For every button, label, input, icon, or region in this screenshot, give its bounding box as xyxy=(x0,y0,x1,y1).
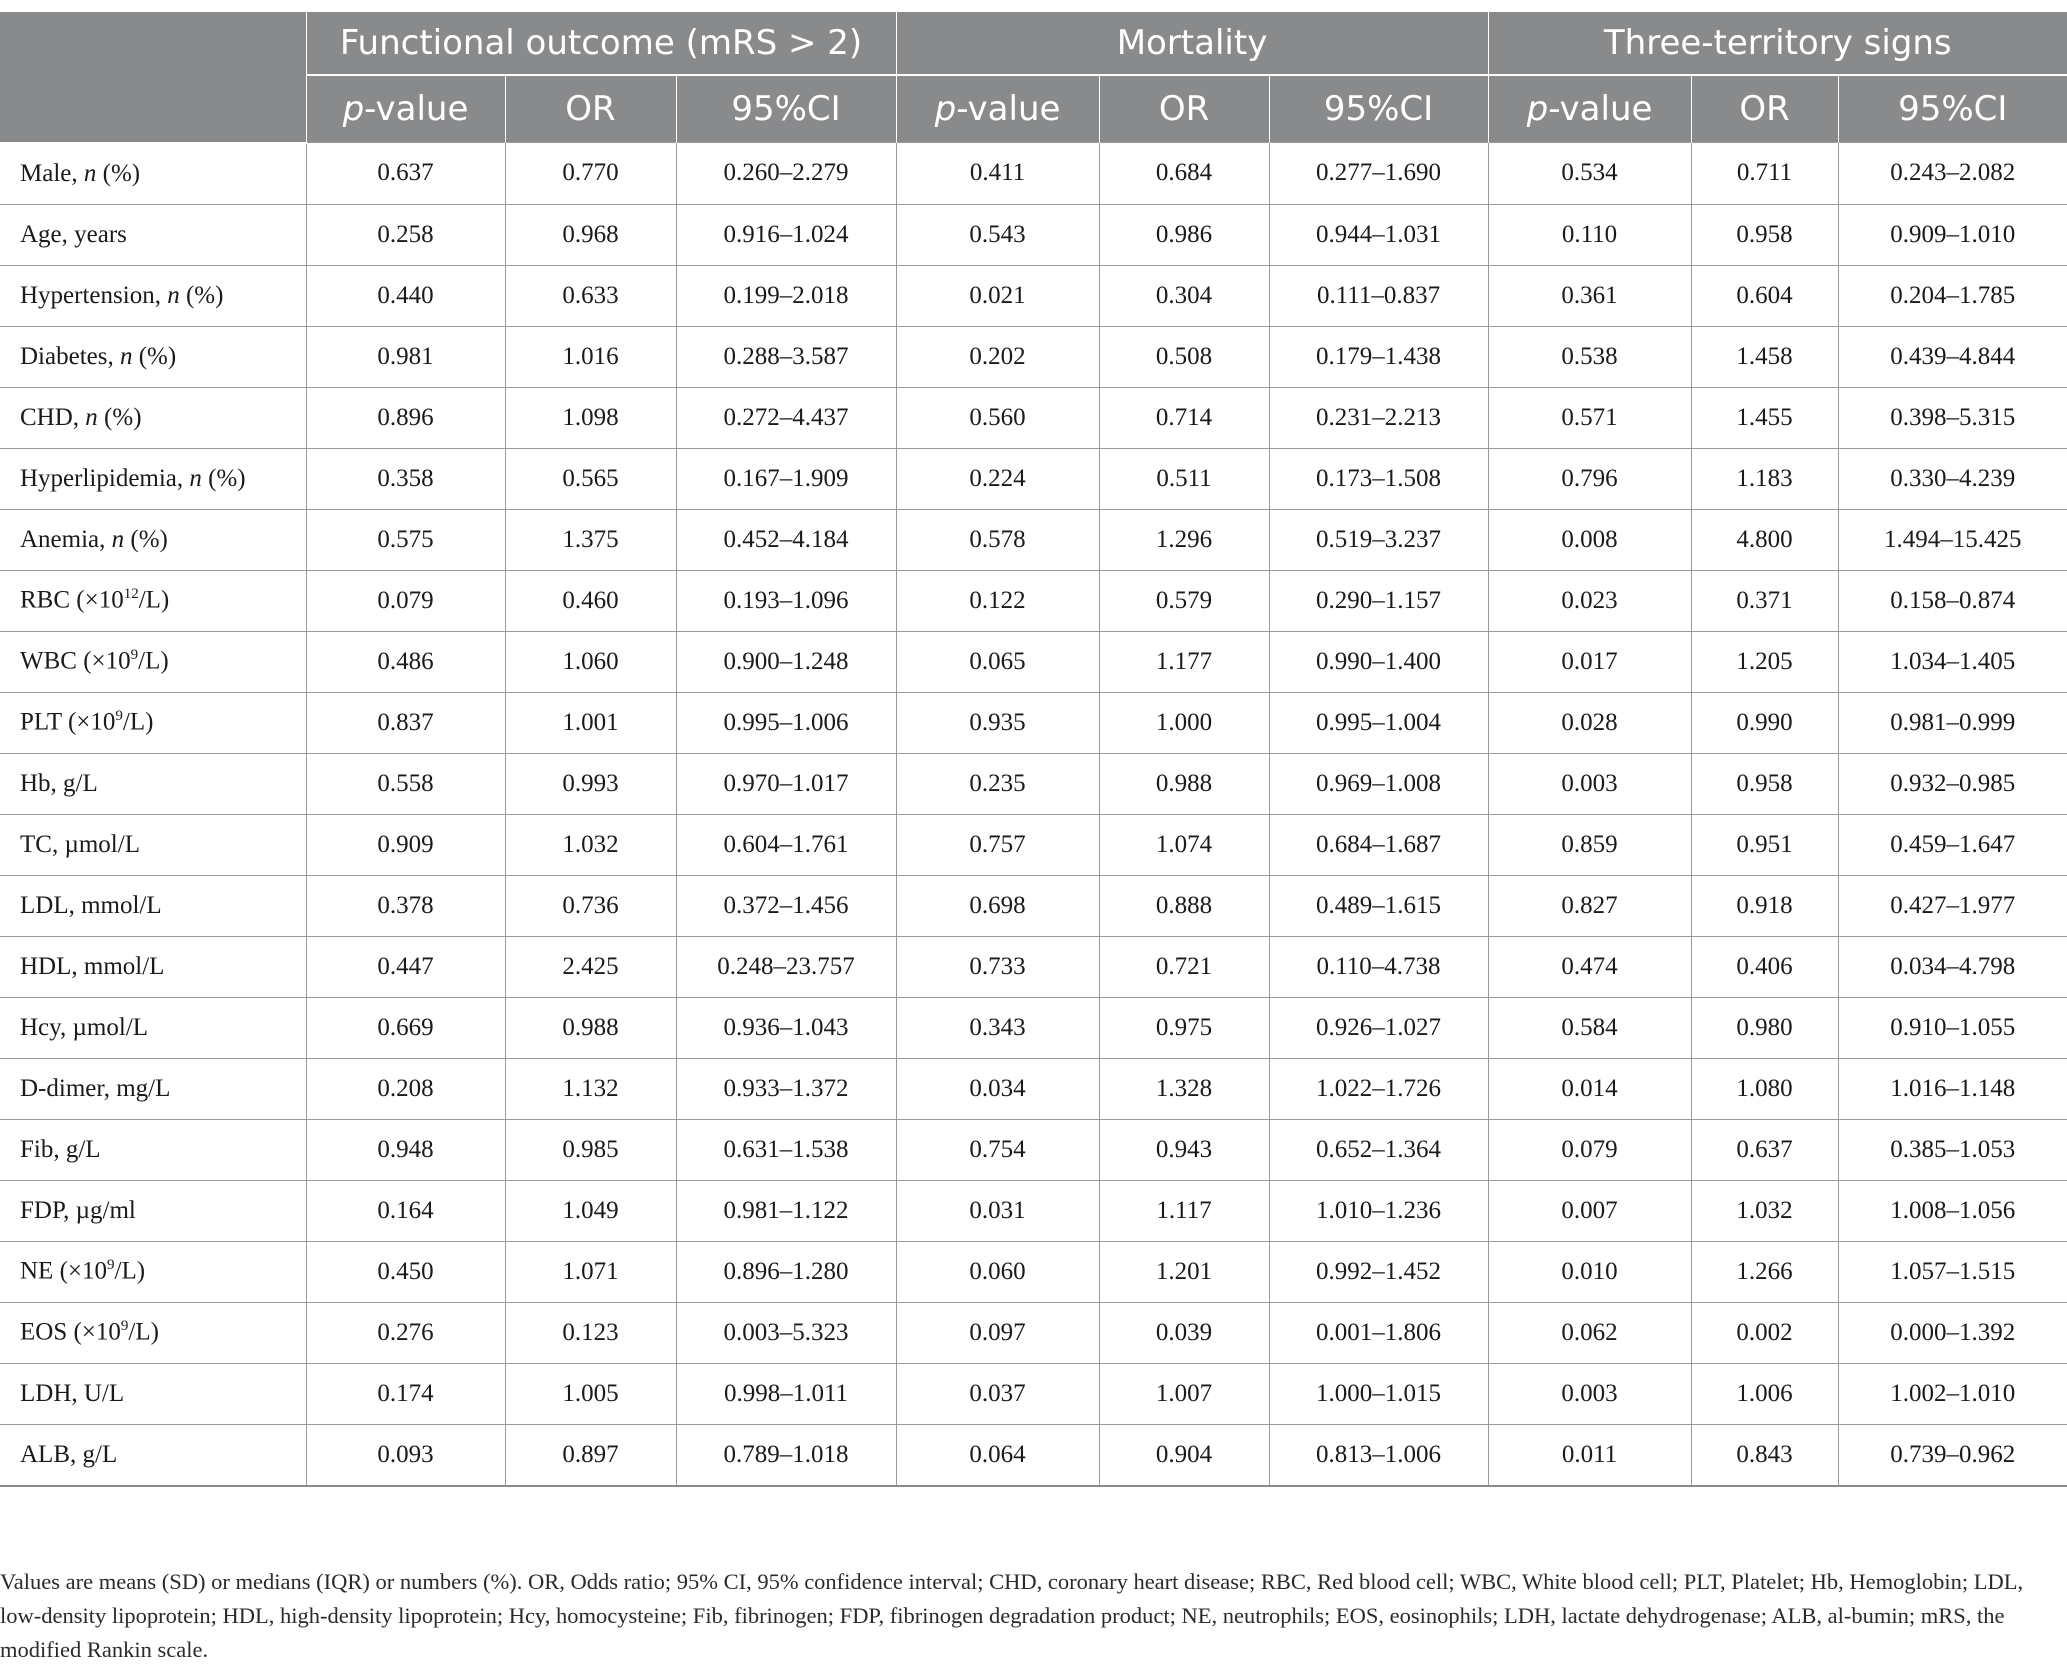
table-cell: 0.926–1.027 xyxy=(1269,997,1488,1058)
table-cell: 1.494–15.425 xyxy=(1838,509,2067,570)
table-cell: 0.575 xyxy=(306,509,505,570)
table-cell: 0.411 xyxy=(896,143,1099,205)
table-cell: 0.843 xyxy=(1691,1424,1838,1486)
table-cell: 0.398–5.315 xyxy=(1838,387,2067,448)
table-cell: 0.164 xyxy=(306,1180,505,1241)
table-row xyxy=(0,936,2067,997)
table-row xyxy=(0,753,2067,814)
header-three-territory-or: OR xyxy=(1691,75,1838,143)
table-row xyxy=(0,1241,2067,1302)
table-cell: 0.062 xyxy=(1488,1302,1691,1363)
table-cell: 0.276 xyxy=(306,1302,505,1363)
table-cell: 0.174 xyxy=(306,1363,505,1424)
table-row xyxy=(0,997,2067,1058)
table-cell: 1.375 xyxy=(505,509,676,570)
row-label: RBC $(\times 10^{12}/L)$ xyxy=(0,570,306,631)
table-row xyxy=(0,1363,2067,1424)
table-cell: 0.935 xyxy=(896,692,1099,753)
table-cell: 1.098 xyxy=(505,387,676,448)
table-row xyxy=(0,570,2067,631)
table-cell: 0.064 xyxy=(896,1424,1099,1486)
row-label: LDH, U/L xyxy=(0,1363,306,1424)
table-cell: 1.001 xyxy=(505,692,676,753)
header-group-row xyxy=(0,12,2067,75)
table-cell: 1.008–1.056 xyxy=(1838,1180,2067,1241)
table-cell: 0.486 xyxy=(306,631,505,692)
table-row xyxy=(0,1180,2067,1241)
results-table xyxy=(0,12,2067,1487)
table-cell: 0.543 xyxy=(896,204,1099,265)
table-cell: 0.714 xyxy=(1099,387,1269,448)
table-cell: 1.132 xyxy=(505,1058,676,1119)
table-cell: 0.944–1.031 xyxy=(1269,204,1488,265)
table-cell: 0.288–3.587 xyxy=(676,326,896,387)
table-cell: 1.458 xyxy=(1691,326,1838,387)
table-cell: 1.032 xyxy=(505,814,676,875)
table-cell: 0.837 xyxy=(306,692,505,753)
table-cell: 1.266 xyxy=(1691,1241,1838,1302)
header-mortality-or: OR xyxy=(1099,75,1269,143)
table-cell: 0.330–4.239 xyxy=(1838,448,2067,509)
table-cell: 0.951 xyxy=(1691,814,1838,875)
table-cell: 0.023 xyxy=(1488,570,1691,631)
table-cell: 0.958 xyxy=(1691,753,1838,814)
row-label: CHD, n (%) xyxy=(0,387,306,448)
table-cell: 0.065 xyxy=(896,631,1099,692)
table-cell: 0.258 xyxy=(306,204,505,265)
table-cell: 0.358 xyxy=(306,448,505,509)
table-row xyxy=(0,1302,2067,1363)
table-row xyxy=(0,509,2067,570)
table-cell: 0.736 xyxy=(505,875,676,936)
table-cell: 0.571 xyxy=(1488,387,1691,448)
table-cell: 0.011 xyxy=(1488,1424,1691,1486)
table-cell: 0.193–1.096 xyxy=(676,570,896,631)
table-cell: 0.981–1.122 xyxy=(676,1180,896,1241)
table-cell: 0.447 xyxy=(306,936,505,997)
table-cell: 0.231–2.213 xyxy=(1269,387,1488,448)
table-cell: 0.968 xyxy=(505,204,676,265)
table-cell: 0.079 xyxy=(306,570,505,631)
table-cell: 1.117 xyxy=(1099,1180,1269,1241)
table-cell: 0.988 xyxy=(1099,753,1269,814)
table-row xyxy=(0,326,2067,387)
table-cell: 0.439–4.844 xyxy=(1838,326,2067,387)
table-cell: 0.097 xyxy=(896,1302,1099,1363)
table-row xyxy=(0,1058,2067,1119)
table-cell: 1.049 xyxy=(505,1180,676,1241)
table-cell: 0.733 xyxy=(896,936,1099,997)
table-cell: 0.631–1.538 xyxy=(676,1119,896,1180)
table-cell: 1.034–1.405 xyxy=(1838,631,2067,692)
table-cell: 0.343 xyxy=(896,997,1099,1058)
header-group-functional-outcome: Functional outcome (mRS > 2) xyxy=(306,12,896,75)
row-label: NE $(\times 10^9/L)$ xyxy=(0,1241,306,1302)
table-cell: 0.896 xyxy=(306,387,505,448)
table-cell: 0.489–1.615 xyxy=(1269,875,1488,936)
table-row xyxy=(0,692,2067,753)
table-container xyxy=(0,12,2067,1487)
table-cell: 0.003–5.323 xyxy=(676,1302,896,1363)
row-label: LDL, mmol/L xyxy=(0,875,306,936)
table-cell: 0.450 xyxy=(306,1241,505,1302)
table-cell: 0.637 xyxy=(1691,1119,1838,1180)
table-cell: 0.123 xyxy=(505,1302,676,1363)
table-cell: 0.003 xyxy=(1488,1363,1691,1424)
table-row xyxy=(0,631,2067,692)
table-cell: 0.199–2.018 xyxy=(676,265,896,326)
table-cell: 0.235 xyxy=(896,753,1099,814)
table-cell: 0.932–0.985 xyxy=(1838,753,2067,814)
table-cell: 0.998–1.011 xyxy=(676,1363,896,1424)
table-cell: 0.508 xyxy=(1099,326,1269,387)
row-label: Hypertension, n (%) xyxy=(0,265,306,326)
header-mortality-p-value: p-value xyxy=(896,75,1099,143)
table-row xyxy=(0,1424,2067,1486)
table-cell: 0.110–4.738 xyxy=(1269,936,1488,997)
table-cell: 1.074 xyxy=(1099,814,1269,875)
table-cell: 0.633 xyxy=(505,265,676,326)
table-cell: 0.933–1.372 xyxy=(676,1058,896,1119)
table-cell: 0.888 xyxy=(1099,875,1269,936)
table-row xyxy=(0,387,2067,448)
table-cell: 0.173–1.508 xyxy=(1269,448,1488,509)
header-functional-or: OR xyxy=(505,75,676,143)
table-row xyxy=(0,265,2067,326)
table-cell: 0.900–1.248 xyxy=(676,631,896,692)
table-cell: 0.990–1.400 xyxy=(1269,631,1488,692)
table-cell: 0.304 xyxy=(1099,265,1269,326)
table-cell: 1.177 xyxy=(1099,631,1269,692)
table-cell: 0.204–1.785 xyxy=(1838,265,2067,326)
table-footnote: Values are means (SD) or medians (IQR) or numbers (%). OR, Odds ratio; 95% CI, 95% confidence interval; CHD, coronary heart disease; RBC, Red blood cell; WBC, White blood cell; PLT, Platelet; Hb, Hemoglobin; LDL, low-density lipoprotein; HDL, high-density lipoprotein; Hcy, homocysteine; Fib, fibrinogen; FDP, fibrinogen degradation product; NE, neutrophils; EOS, eosinophils; LDH, lactate dehydrogenase; ALB, al-bumin; mRS, the modified Rankin scale. xyxy=(0,1569,2024,1662)
row-label: Hb, g/L xyxy=(0,753,306,814)
table-cell: 0.975 xyxy=(1099,997,1269,1058)
table-cell: 0.534 xyxy=(1488,143,1691,205)
table-cell: 0.560 xyxy=(896,387,1099,448)
table-cell: 0.992–1.452 xyxy=(1269,1241,1488,1302)
table-cell: 1.022–1.726 xyxy=(1269,1058,1488,1119)
table-cell: 0.260–2.279 xyxy=(676,143,896,205)
table-cell: 0.440 xyxy=(306,265,505,326)
table-cell: 4.800 xyxy=(1691,509,1838,570)
table-cell: 0.958 xyxy=(1691,204,1838,265)
header-three-territory-p-value: p-value xyxy=(1488,75,1691,143)
table-cell: 1.016–1.148 xyxy=(1838,1058,2067,1119)
table-cell: 0.827 xyxy=(1488,875,1691,936)
table-cell: 0.007 xyxy=(1488,1180,1691,1241)
table-cell: 0.079 xyxy=(1488,1119,1691,1180)
table-cell: 0.986 xyxy=(1099,204,1269,265)
table-cell: 0.093 xyxy=(306,1424,505,1486)
table-cell: 0.110 xyxy=(1488,204,1691,265)
table-cell: 0.909–1.010 xyxy=(1838,204,2067,265)
table-cell: 0.981–0.999 xyxy=(1838,692,2067,753)
table-cell: 0.711 xyxy=(1691,143,1838,205)
header-mortality-95ci: 95%CI xyxy=(1269,75,1488,143)
table-cell: 0.371 xyxy=(1691,570,1838,631)
table-cell: 0.158–0.874 xyxy=(1838,570,2067,631)
row-label: Hyperlipidemia, n (%) xyxy=(0,448,306,509)
table-cell: 0.167–1.909 xyxy=(676,448,896,509)
header-three-territory-95ci: 95%CI xyxy=(1838,75,2067,143)
table-cell: 0.652–1.364 xyxy=(1269,1119,1488,1180)
table-cell: 0.757 xyxy=(896,814,1099,875)
table-body xyxy=(0,143,2067,1486)
row-label: FDP, µg/ml xyxy=(0,1180,306,1241)
table-cell: 0.637 xyxy=(306,143,505,205)
table-cell: 0.565 xyxy=(505,448,676,509)
table-cell: 0.017 xyxy=(1488,631,1691,692)
table-cell: 0.936–1.043 xyxy=(676,997,896,1058)
table-cell: 0.277–1.690 xyxy=(1269,143,1488,205)
table-cell: 0.039 xyxy=(1099,1302,1269,1363)
table-cell: 0.698 xyxy=(896,875,1099,936)
table-cell: 0.684–1.687 xyxy=(1269,814,1488,875)
row-label: D-dimer, mg/L xyxy=(0,1058,306,1119)
table-cell: 1.071 xyxy=(505,1241,676,1302)
table-cell: 0.272–4.437 xyxy=(676,387,896,448)
table-cell: 1.016 xyxy=(505,326,676,387)
table-cell: 0.669 xyxy=(306,997,505,1058)
row-label: ALB, g/L xyxy=(0,1424,306,1486)
table-cell: 1.000 xyxy=(1099,692,1269,753)
table-cell: 0.385–1.053 xyxy=(1838,1119,2067,1180)
table-cell: 0.859 xyxy=(1488,814,1691,875)
header-functional-95ci: 95%CI xyxy=(676,75,896,143)
table-row xyxy=(0,448,2067,509)
table-cell: 0.519–3.237 xyxy=(1269,509,1488,570)
table-cell: 0.002 xyxy=(1691,1302,1838,1363)
row-label: WBC $(\times 10^9/L)$ xyxy=(0,631,306,692)
table-cell: 1.455 xyxy=(1691,387,1838,448)
table-cell: 1.060 xyxy=(505,631,676,692)
table-cell: 0.037 xyxy=(896,1363,1099,1424)
table-cell: 0.208 xyxy=(306,1058,505,1119)
row-label: EOS $(\times 10^9/L)$ xyxy=(0,1302,306,1363)
table-cell: 1.032 xyxy=(1691,1180,1838,1241)
table-cell: 0.248–23.757 xyxy=(676,936,896,997)
table-cell: 1.005 xyxy=(505,1363,676,1424)
table-cell: 0.474 xyxy=(1488,936,1691,997)
table-cell: 0.460 xyxy=(505,570,676,631)
table-cell: 0.897 xyxy=(505,1424,676,1486)
table-cell: 0.202 xyxy=(896,326,1099,387)
table-cell: 0.796 xyxy=(1488,448,1691,509)
row-label: Diabetes, n (%) xyxy=(0,326,306,387)
table-cell: 1.296 xyxy=(1099,509,1269,570)
table-cell: 0.538 xyxy=(1488,326,1691,387)
table-cell: 0.909 xyxy=(306,814,505,875)
table-cell: 0.990 xyxy=(1691,692,1838,753)
table-cell: 0.034 xyxy=(896,1058,1099,1119)
table-cell: 0.008 xyxy=(1488,509,1691,570)
table-cell: 0.584 xyxy=(1488,997,1691,1058)
row-label: Male, n (%) xyxy=(0,143,306,205)
table-cell: 0.406 xyxy=(1691,936,1838,997)
table-cell: 0.111–0.837 xyxy=(1269,265,1488,326)
table-cell: 1.328 xyxy=(1099,1058,1269,1119)
table-cell: 1.007 xyxy=(1099,1363,1269,1424)
row-label: PLT $(\times 10^9/L)$ xyxy=(0,692,306,753)
table-cell: 0.034–4.798 xyxy=(1838,936,2067,997)
table-cell: 1.002–1.010 xyxy=(1838,1363,2067,1424)
table-row xyxy=(0,814,2067,875)
table-cell: 0.684 xyxy=(1099,143,1269,205)
table-cell: 1.183 xyxy=(1691,448,1838,509)
table-row xyxy=(0,1119,2067,1180)
table-cell: 0.910–1.055 xyxy=(1838,997,2067,1058)
table-cell: 0.179–1.438 xyxy=(1269,326,1488,387)
table-cell: 0.993 xyxy=(505,753,676,814)
table-cell: 0.813–1.006 xyxy=(1269,1424,1488,1486)
table-cell: 0.290–1.157 xyxy=(1269,570,1488,631)
table-cell: 0.739–0.962 xyxy=(1838,1424,2067,1486)
table-cell: 0.014 xyxy=(1488,1058,1691,1119)
table-cell: 0.988 xyxy=(505,997,676,1058)
table-cell: 0.579 xyxy=(1099,570,1269,631)
table-cell: 0.904 xyxy=(1099,1424,1269,1486)
table-cell: 2.425 xyxy=(505,936,676,997)
row-label: Anemia, n (%) xyxy=(0,509,306,570)
table-cell: 1.057–1.515 xyxy=(1838,1241,2067,1302)
table-row xyxy=(0,204,2067,265)
table-row xyxy=(0,875,2067,936)
table-cell: 0.361 xyxy=(1488,265,1691,326)
table-cell: 0.243–2.082 xyxy=(1838,143,2067,205)
table-cell: 0.789–1.018 xyxy=(676,1424,896,1486)
table-cell: 0.770 xyxy=(505,143,676,205)
table-cell: 1.000–1.015 xyxy=(1269,1363,1488,1424)
table-cell: 1.205 xyxy=(1691,631,1838,692)
table-cell: 0.372–1.456 xyxy=(676,875,896,936)
row-label: HDL, mmol/L xyxy=(0,936,306,997)
header-group-three-territory: Three-territory signs xyxy=(1488,12,2067,75)
table-cell: 0.000–1.392 xyxy=(1838,1302,2067,1363)
row-label: Age, years xyxy=(0,204,306,265)
table-cell: 1.201 xyxy=(1099,1241,1269,1302)
row-label: Hcy, µmol/L xyxy=(0,997,306,1058)
table-cell: 1.006 xyxy=(1691,1363,1838,1424)
header-group-mortality: Mortality xyxy=(896,12,1488,75)
table-cell: 0.558 xyxy=(306,753,505,814)
table-cell: 0.969–1.008 xyxy=(1269,753,1488,814)
header-subcolumn-row xyxy=(0,75,2067,143)
table-cell: 0.511 xyxy=(1099,448,1269,509)
table-cell: 0.896–1.280 xyxy=(676,1241,896,1302)
table-cell: 0.224 xyxy=(896,448,1099,509)
table-cell: 0.995–1.004 xyxy=(1269,692,1488,753)
table-cell: 0.452–4.184 xyxy=(676,509,896,570)
table-cell: 0.427–1.977 xyxy=(1838,875,2067,936)
table-cell: 0.721 xyxy=(1099,936,1269,997)
table-row xyxy=(0,143,2067,205)
table-cell: 0.001–1.806 xyxy=(1269,1302,1488,1363)
table-cell: 0.010 xyxy=(1488,1241,1691,1302)
table-cell: 0.985 xyxy=(505,1119,676,1180)
table-cell: 0.995–1.006 xyxy=(676,692,896,753)
table-cell: 0.060 xyxy=(896,1241,1099,1302)
table-cell: 0.970–1.017 xyxy=(676,753,896,814)
table-cell: 0.918 xyxy=(1691,875,1838,936)
table-cell: 0.459–1.647 xyxy=(1838,814,2067,875)
header-functional-p-value: p-value xyxy=(306,75,505,143)
table-cell: 0.604–1.761 xyxy=(676,814,896,875)
table-cell: 0.980 xyxy=(1691,997,1838,1058)
table-cell: 0.122 xyxy=(896,570,1099,631)
table-cell: 0.604 xyxy=(1691,265,1838,326)
table-cell: 0.031 xyxy=(896,1180,1099,1241)
row-label: TC, µmol/L xyxy=(0,814,306,875)
table-cell: 0.028 xyxy=(1488,692,1691,753)
row-label: Fib, g/L xyxy=(0,1119,306,1180)
table-cell: 0.981 xyxy=(306,326,505,387)
table-cell: 1.080 xyxy=(1691,1058,1838,1119)
table-cell: 0.378 xyxy=(306,875,505,936)
table-cell: 0.003 xyxy=(1488,753,1691,814)
header-corner xyxy=(0,12,306,143)
table-cell: 0.916–1.024 xyxy=(676,204,896,265)
table-cell: 0.943 xyxy=(1099,1119,1269,1180)
table-cell: 0.578 xyxy=(896,509,1099,570)
table-cell: 0.754 xyxy=(896,1119,1099,1180)
table-cell: 0.021 xyxy=(896,265,1099,326)
table-cell: 0.948 xyxy=(306,1119,505,1180)
table-cell: 1.010–1.236 xyxy=(1269,1180,1488,1241)
